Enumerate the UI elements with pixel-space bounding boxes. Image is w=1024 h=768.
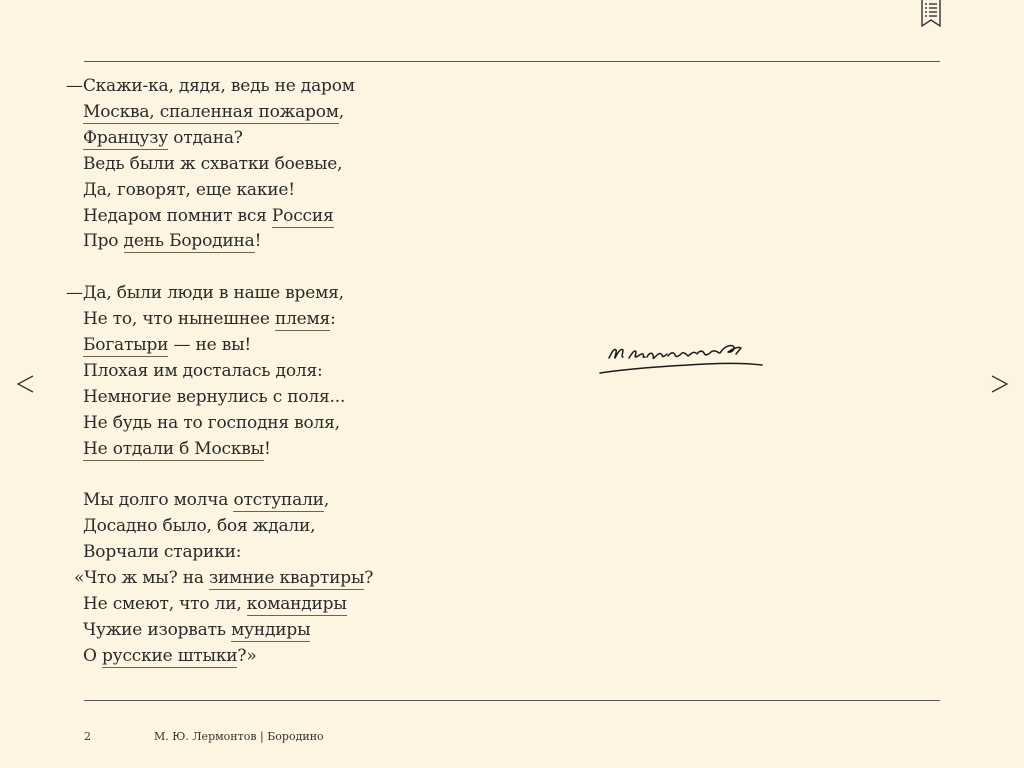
glossary-link[interactable]: русские штыки bbox=[101, 645, 238, 666]
line-text: Не будь на то господня воля, bbox=[83, 412, 340, 433]
poem-line bbox=[66, 359, 373, 385]
poem-line bbox=[66, 540, 373, 566]
dialogue-dash: — bbox=[66, 76, 83, 96]
line-text: Да, говорят, еще какие! bbox=[83, 179, 295, 200]
line-text: ! bbox=[264, 438, 271, 459]
poem-line bbox=[66, 100, 373, 126]
poem-line bbox=[66, 307, 373, 333]
poem-line bbox=[66, 281, 373, 307]
chevron-right-icon bbox=[987, 372, 1011, 396]
line-text: Ведь были ж схватки боевые, bbox=[83, 153, 343, 174]
header-divider bbox=[84, 61, 940, 62]
glossary-link[interactable]: отступали bbox=[233, 490, 324, 511]
footer-divider bbox=[84, 700, 940, 701]
glossary-link[interactable]: Москва, спаленная пожаром bbox=[83, 101, 339, 122]
signature-image bbox=[596, 336, 768, 380]
glossary-link[interactable]: Французу bbox=[83, 127, 169, 148]
glossary-link[interactable]: командиры bbox=[246, 594, 347, 615]
stanza bbox=[66, 74, 373, 255]
line-text: ! bbox=[254, 231, 262, 252]
poem-line bbox=[66, 126, 373, 152]
poem-line bbox=[66, 204, 373, 230]
line-text: Про bbox=[83, 231, 124, 252]
line-text: Не смеют, что ли, bbox=[83, 594, 247, 615]
previous-page-button[interactable] bbox=[14, 372, 38, 396]
stanza bbox=[66, 281, 373, 462]
line-text: — не вы! bbox=[168, 335, 252, 356]
poem-text bbox=[66, 74, 373, 670]
glossary-link[interactable]: племя bbox=[274, 309, 331, 330]
line-text: Досадно было, боя ждали, bbox=[83, 516, 316, 537]
glossary-link[interactable]: мундиры bbox=[231, 620, 311, 640]
line-text: Скажи-ка, дядя, ведь не даром bbox=[82, 76, 355, 96]
glossary-link[interactable]: день Бородина bbox=[123, 231, 255, 252]
stanza bbox=[66, 488, 373, 669]
poem-line bbox=[66, 152, 373, 178]
poem-line bbox=[66, 229, 373, 255]
line-text: Чужие изорвать bbox=[83, 620, 232, 640]
poem-line bbox=[66, 385, 373, 411]
line-text: , bbox=[323, 490, 330, 511]
line-text: Мы долго молча bbox=[83, 490, 234, 511]
line-text: Не то, что нынешнее bbox=[83, 309, 275, 330]
poem-line bbox=[66, 514, 373, 540]
dialogue-dash: — bbox=[66, 283, 83, 304]
chevron-left-icon bbox=[14, 372, 38, 396]
glossary-link[interactable]: Не отдали б Москвы bbox=[83, 438, 264, 459]
line-text: Немногие вернулись с поля... bbox=[83, 386, 346, 407]
poem-line bbox=[66, 411, 373, 437]
line-text: Недаром помнит вся bbox=[83, 205, 272, 226]
next-page-button[interactable] bbox=[987, 372, 1011, 396]
poem-line bbox=[66, 437, 373, 463]
line-text: Да, были люди в наше время, bbox=[82, 283, 344, 304]
poem-line bbox=[66, 178, 373, 204]
line-text: ?» bbox=[237, 645, 257, 666]
poem-line bbox=[66, 566, 373, 592]
poem-line bbox=[66, 592, 373, 618]
glossary-link[interactable]: Россия bbox=[271, 205, 334, 226]
book-title: М. Ю. Лермонтов | Бородино bbox=[154, 730, 324, 743]
bookmark-list-icon[interactable] bbox=[918, 0, 944, 28]
glossary-link[interactable]: Богатыри bbox=[83, 335, 169, 356]
line-text: отдана? bbox=[168, 127, 243, 148]
page-number: 2 bbox=[84, 730, 91, 743]
line-text: , bbox=[338, 101, 344, 122]
line-text: «Что ж мы? на bbox=[74, 568, 209, 589]
poem-line bbox=[66, 618, 373, 644]
poem-line bbox=[66, 333, 373, 359]
line-text: ? bbox=[364, 568, 374, 589]
line-text: О bbox=[83, 645, 102, 666]
poem-line bbox=[66, 488, 373, 514]
poem-line bbox=[66, 74, 373, 100]
line-text: Плохая им досталась доля: bbox=[83, 360, 323, 381]
line-text: : bbox=[330, 309, 336, 330]
poem-line bbox=[66, 644, 373, 670]
glossary-link[interactable]: зимние квартиры bbox=[208, 568, 365, 589]
line-text: Ворчали старики: bbox=[83, 542, 242, 563]
